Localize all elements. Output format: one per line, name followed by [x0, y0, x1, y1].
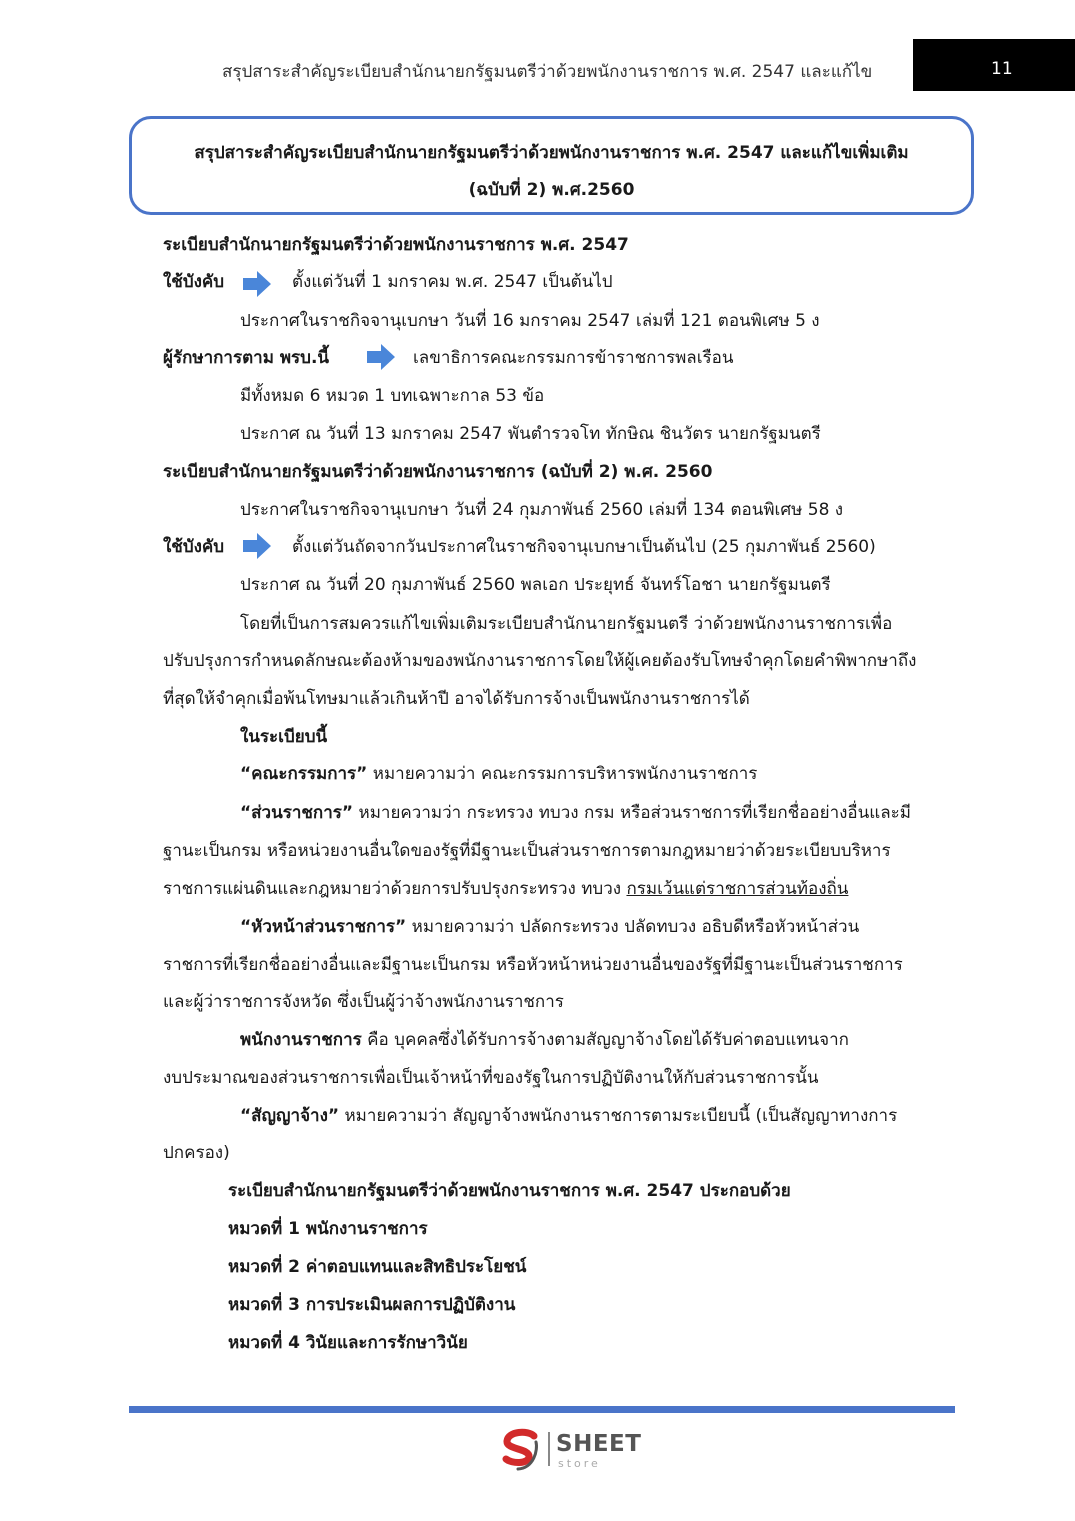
- term-head-of-agency: “หัวหน้าส่วนราชการ”: [240, 917, 407, 937]
- announced-line-2: ประกาศ ณ วันที่ 20 กุมภาพันธ์ 2560 พลเอก ประยุทธ์ จันทร์โอชา นายกรัฐมนตรี: [240, 575, 831, 595]
- page-number: 11: [991, 59, 1013, 79]
- page-number-box: [913, 39, 1075, 91]
- term-employee: พนักงานราชการ: [240, 1030, 362, 1050]
- head-definition-3: และผู้ว่าราชการจังหวัด ซึ่งเป็นผู้ว่าจ้างพนักงานราชการ: [163, 992, 564, 1012]
- agency-definition-2: ฐานะเป็นกรม หรือหน่วยงานอื่นใดของรัฐที่มีฐานะเป็นส่วนราชการตามกฎหมายว่าด้วยระเบียบบริหาร: [163, 841, 891, 861]
- gazette-line: ประกาศในราชกิจจานุเบกษา วันที่ 16 มกราคม 2547 เล่มที่ 121 ตอนพิเศษ 5 ง: [240, 311, 820, 331]
- section-1-heading: ระเบียบสำนักนายกรัฐมนตรีว่าด้วยพนักงานราชการ พ.ศ. 2547: [163, 235, 629, 255]
- head-definition-1: หมายความว่า ปลัดกระทรวง ปลัดทบวง อธิบดีหรือหัวหน้าส่วน: [406, 917, 860, 937]
- definition-employee: [240, 1029, 849, 1051]
- definition-contract: [240, 1105, 897, 1127]
- keeper-label: ผู้รักษาการตาม พรบ.นี้: [163, 348, 330, 368]
- reason-line-1: โดยที่เป็นการสมควรแก้ไขเพิ่มเติมระเบียบสำนักนายกรัฐมนตรี ว่าด้วยพนักงานราชการเพื่อ: [240, 614, 893, 634]
- effective-text-2: ตั้งแต่วันถัดจากวันประกาศในราชกิจจานุเบกษาเป็นต้นไป (25 กุมภาพันธ์ 2560): [292, 537, 876, 557]
- running-header: สรุปสาระสำคัญระเบียบสำนักนายกรัฐมนตรีว่าด้วยพนักงานราชการ พ.ศ. 2547 และแก้ไข: [222, 62, 873, 82]
- keeper-text: เลขาธิการคณะกรรมการข้าราชการพลเรือน: [413, 348, 734, 368]
- sheet-store-logo: [498, 1428, 648, 1472]
- effective-label: ใช้บังคับ: [163, 272, 225, 292]
- committee-definition: หมายความว่า คณะกรรมการบริหารพนักงานราชการ: [367, 764, 758, 784]
- head-definition-2: ราชการที่เรียกชื่ออย่างอื่นและมีฐานะเป็นกรม หรือหัวหน้าหน่วยงานอื่นของรัฐที่มีฐานะเป็นส่วนราชการ: [163, 955, 903, 975]
- contents-heading: ระเบียบสำนักนายกรัฐมนตรีว่าด้วยพนักงานราชการ พ.ศ. 2547 ประกอบด้วย: [228, 1181, 791, 1201]
- logo-wordmark: SHEET: [556, 1431, 642, 1457]
- announced-line: ประกาศ ณ วันที่ 13 มกราคม 2547 พันตำรวจโท ทักษิณ ชินวัตร นายกรัฐมนตรี: [240, 424, 821, 444]
- reason-line-3: ที่สุดให้จำคุกเมื่อพ้นโทษมาแล้วเกินห้าปี อาจได้รับการจ้างเป็นพนักงานราชการได้: [163, 689, 750, 709]
- logo-s-icon: [498, 1428, 544, 1472]
- logo-subtext: store: [558, 1457, 601, 1470]
- logo-divider: [548, 1432, 550, 1466]
- employee-definition-2: งบประมาณของส่วนราชการเพื่อเป็นเจ้าหน้าที่ของรัฐในการปฏิบัติงานให้กับส่วนราชการนั้น: [163, 1068, 819, 1088]
- arrow-right-icon: [242, 269, 272, 299]
- definition-head: [240, 916, 859, 938]
- contract-definition-2: ปกครอง): [163, 1143, 230, 1163]
- gazette-line-2: ประกาศในราชกิจจานุเบกษา วันที่ 24 กุมภาพันธ์ 2560 เล่มที่ 134 ตอนพิเศษ 58 ง: [240, 500, 844, 520]
- arrow-right-icon: [366, 342, 396, 372]
- title-line-2: (ฉบับที่ 2) พ.ศ.2560: [468, 180, 635, 200]
- footer-divider: [129, 1406, 955, 1413]
- reason-line-2: ปรับปรุงการกำหนดลักษณะต้องห้ามของพนักงานราชการโดยให้ผู้เคยต้องรับโทษจำคุกโดยคำพิพากษาถึง: [163, 651, 917, 671]
- chapter-item: หมวดที่ 4 วินัยและการรักษาวินัย: [228, 1333, 468, 1353]
- definition-agency: [240, 802, 911, 824]
- chapter-item: หมวดที่ 1 พนักงานราชการ: [228, 1219, 428, 1239]
- effective-text: ตั้งแต่วันที่ 1 มกราคม พ.ศ. 2547 เป็นต้นไป: [292, 272, 613, 292]
- title-line-1: สรุปสาระสำคัญระเบียบสำนักนายกรัฐมนตรีว่าด้วยพนักงานราชการ พ.ศ. 2547 และแก้ไขเพิ่มเติม: [194, 143, 909, 163]
- document-title-box: [129, 116, 974, 215]
- agency-definition-3: [163, 878, 848, 900]
- definition-committee: [240, 763, 757, 785]
- term-committee: “คณะกรรมการ”: [240, 764, 368, 784]
- term-contract: “สัญญาจ้าง”: [240, 1106, 340, 1126]
- section-2-heading: ระเบียบสำนักนายกรัฐมนตรีว่าด้วยพนักงานราชการ (ฉบับที่ 2) พ.ศ. 2560: [163, 462, 713, 482]
- contract-definition-1: หมายความว่า สัญญาจ้างพนักงานราชการตามระเบียบนี้ (เป็นสัญญาทางการ: [339, 1106, 898, 1126]
- agency-definition-1: หมายความว่า กระทรวง ทบวง กรม หรือส่วนราชการที่เรียกชื่ออย่างอื่นและมี: [353, 803, 911, 823]
- agency-definition-3a: ราชการแผ่นดินและกฎหมายว่าด้วยการปรับปรุงกระทรวง ทบวง: [163, 879, 627, 899]
- effective-label-2: ใช้บังคับ: [163, 537, 225, 557]
- term-agency: “ส่วนราชการ”: [240, 803, 354, 823]
- composition-line: มีทั้งหมด 6 หมวด 1 บทเฉพาะกาล 53 ข้อ: [240, 386, 545, 406]
- chapter-item: หมวดที่ 3 การประเมินผลการปฏิบัติงาน: [228, 1295, 516, 1315]
- arrow-right-icon: [242, 531, 272, 561]
- employee-definition-1: คือ บุคคลซึ่งได้รับการจ้างตามสัญญาจ้างโดยได้รับค่าตอบแทนจาก: [361, 1030, 849, 1050]
- definitions-heading: ในระเบียบนี้: [240, 727, 328, 747]
- chapter-item: หมวดที่ 2 ค่าตอบแทนและสิทธิประโยชน์: [228, 1257, 527, 1277]
- agency-definition-underlined: กรมเว้นแต่ราชการส่วนท้องถิ่น: [626, 879, 849, 899]
